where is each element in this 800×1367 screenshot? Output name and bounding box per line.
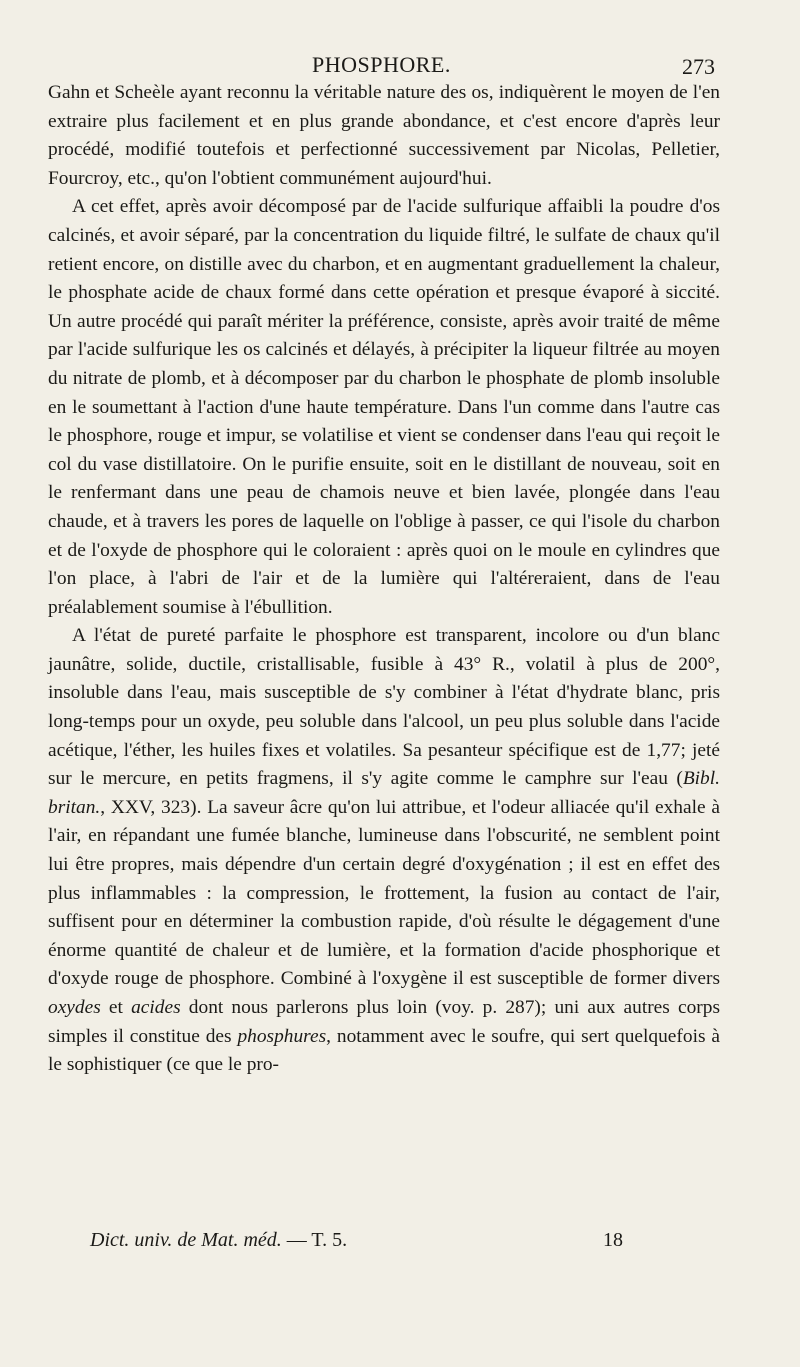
page-number: 273 [682,54,715,79]
signature-volume: — T. 5. [281,1229,348,1251]
paragraph-3 [48,622,720,1080]
sheet-number: 18 [603,1229,623,1251]
reference-title: Bibl. britan. [48,768,720,818]
page-header [0,52,800,82]
paragraph-3-text: , notamment avec le soufre, qui sert quelquefois à le sophistiquer (ce que le pro- [48,1025,720,1076]
page-footer [0,1229,800,1259]
body-text [48,79,720,1080]
running-title: PHOSPHORE. [312,52,451,77]
signature-line [90,1229,347,1252]
term-acides: acides [131,997,181,1018]
paragraph-3-text: A l'état de pureté parfaite le phosphore est transparent, incolore ou d'un blanc jaunâtre, solide, ductile, cristallisable, fusible à 43° R., volatil à plus de 200°, insoluble dans l'eau, mais susceptible de s'y combiner à l'état d'hydrate blanc, pris long-temps pour un oxyde, peu soluble dans l'alcool, un peu plus soluble dans l'acide acétique, l'éther, les huiles fixes et volatiles. Sa pesanteur spécifique est de 1,77; jeté sur le mercure, en petits fragmens, il s'y agite comme le camphre sur l'eau ( [48,625,720,790]
paragraph-1: Gahn et Scheèle ayant reconnu la véritable nature des os, indiquèrent le moyen de l'en extraire plus facilement et en plus grande abondance, et c'est encore d'après leur procédé, modifié toutefois et perfectionné successivement par Nicolas, Pelletier, Fourcroy, etc., qu'on l'obtient communément aujourd'hui. [48,82,720,189]
paragraph-2: A cet effet, après avoir décomposé par de l'acide sulfurique affaibli la poudre d'os calcinés, et avoir séparé, par la concentration du liquide filtré, le sulfate de chaux qu'il retient encore, on distille avec du charbon, et en augmentant graduellement la chaleur, le phosphate acide de chaux formé dans cette opération et presque évaporé à siccité. Un autre procédé qui paraît mériter la préférence, consiste, après avoir traité de même par l'acide sulfurique les os calcinés et délayés, à précipiter la liqueur filtrée au moyen du nitrate de plomb, et à décomposer par du charbon le phosphate de plomb insoluble en le soumettant à l'action d'une haute température. Dans l'un comme dans l'autre cas le phosphore, rouge et impur, se volatilise et vient se condenser dans l'eau qui reçoit le col du vase distillatoire. On le purifie ensuite, soit en le distillant de nouveau, soit en le renfermant dans une peau de chamois neuve et bien lavée, plongée dans l'eau chaude, et à travers les pores de laquelle on l'oblige à passer, ce qui l'isole du charbon et de l'oxyde de phosphore qui le coloraient : après quoi on le moule en cylindres que l'on place, à l'abri de l'air et de la lumière qui l'altéreraient, dans de l'eau préalablement soumise à l'ébullition. [48,196,720,618]
term-oxydes: oxydes [48,997,101,1018]
signature-title: Dict. univ. de Mat. méd. [90,1229,282,1251]
paragraph-3-text: et [100,997,132,1018]
term-phosphures: phosphures [237,1025,327,1047]
paragraph-3-text: , XXV, 323). La saveur âcre qu'on lui attribue, et l'odeur alliacée qu'il exhale à l'air, en répandant une fumée blanche, lumineuse dans l'obscurité, ne semblent point lui être propres, mais dépendre d'un certain degré d'oxygénation ; il est en effet des plus inflammables : la compression, le frottement, la fusion au contact de l'air, suffisent pour en déterminer la combustion rapide, d'où résulte le dégagement d'une énorme quantité de chaleur et de lumière, et la formation d'acide phosphorique et d'oxyde rouge de phosphore. Combiné à l'oxygène il est susceptible de former divers [48,796,720,990]
paragraph-3-text: dont nous parlerons plus loin (voy. p. 287); uni aux autres corps simples il constitue des [48,997,720,1047]
